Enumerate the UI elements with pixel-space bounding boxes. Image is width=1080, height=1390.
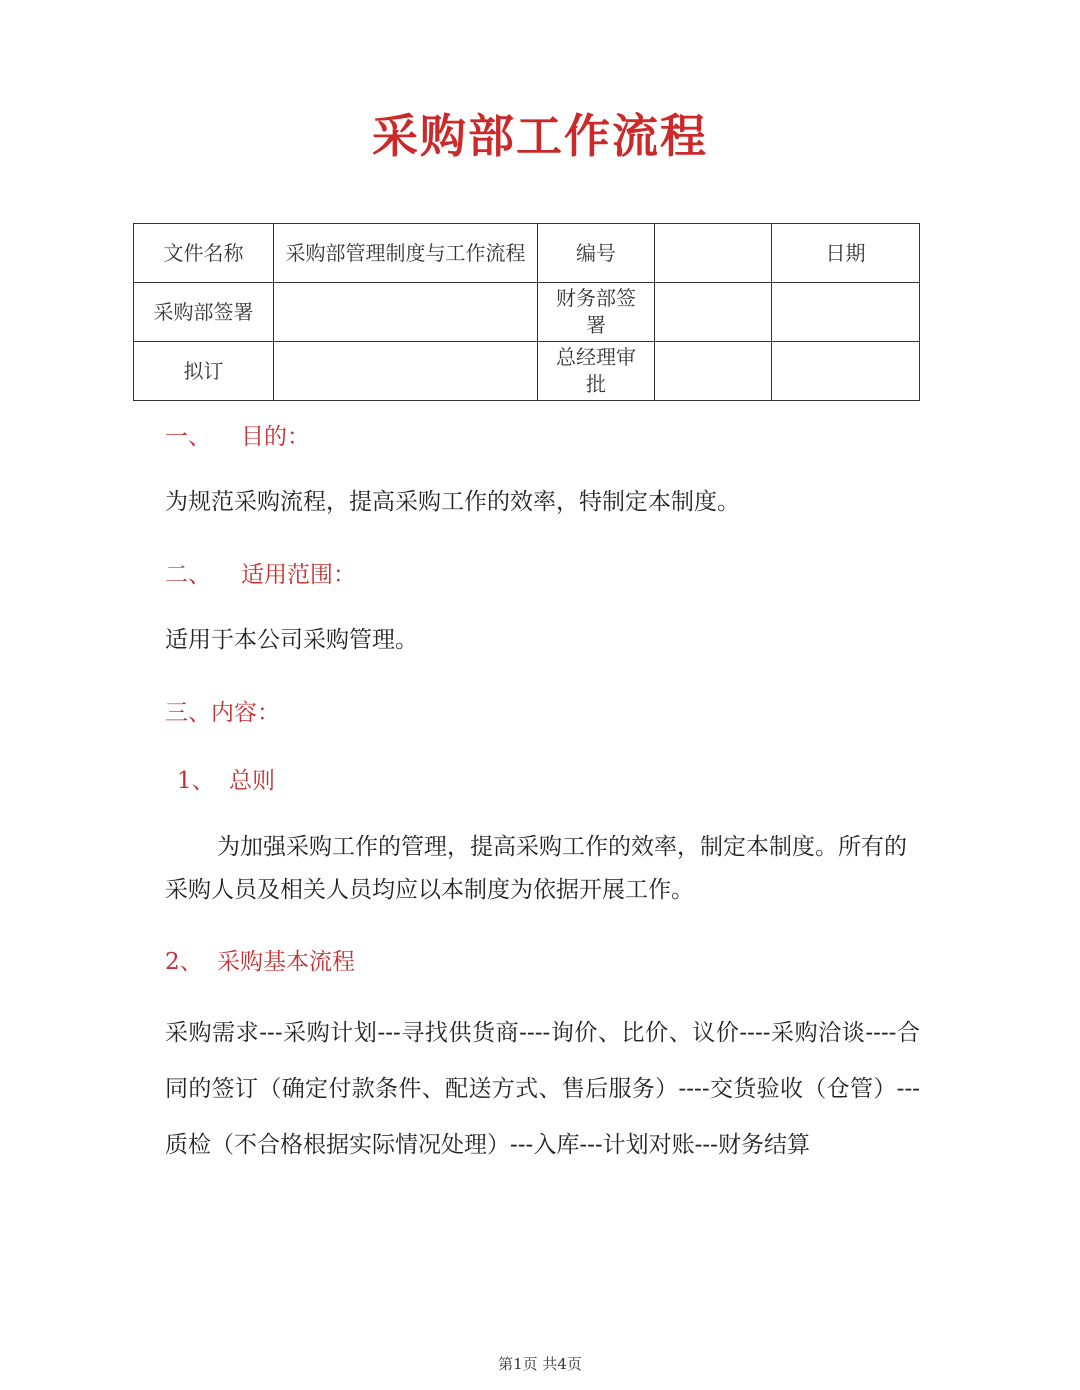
subsection-2-body: 采购需求---采购计划---寻找供货商----询价、比价、议价----采购洽谈----合同的签订（确定付款条件、配送方式、售后服务）----交货验收（仓管）---质检（不合格根据实际情况处理）---入库---计划对账---财务结算 xyxy=(165,1020,920,1158)
number-label: 编号 xyxy=(538,224,655,283)
subsection-1-number: 1、 xyxy=(177,768,215,794)
subsection-2-title: 采购基本流程 xyxy=(217,949,355,975)
table-row xyxy=(134,342,920,401)
subsection-1-title: 总则 xyxy=(229,768,275,794)
section-2-number: 二、 xyxy=(165,562,211,588)
section-1-number: 一、 xyxy=(165,424,211,450)
subsection-2-heading xyxy=(165,943,355,976)
gm-approval-label: 总经理审批 xyxy=(538,342,655,401)
draft-label: 拟订 xyxy=(134,342,274,401)
finance-sign-extra xyxy=(772,283,920,342)
purchasing-sign-label: 采购部签署 xyxy=(134,283,274,342)
page-footer: 第1页 共4页 xyxy=(498,1355,582,1373)
subsection-1-heading xyxy=(177,762,275,795)
section-2-heading xyxy=(165,556,356,589)
subsection-1-body: 为加强采购工作的管理，提高采购工作的效率，制定本制度。所有的采购人员及相关人员均应以本制度为依据开展工作。 xyxy=(165,834,907,903)
section-2-title: 适用范围： xyxy=(241,562,356,588)
draft-value xyxy=(274,342,538,401)
section-1-title: 目的： xyxy=(241,424,310,450)
table-row xyxy=(134,283,920,342)
date-label: 日期 xyxy=(772,224,920,283)
table-row xyxy=(134,224,920,283)
subsection-2-number: 2、 xyxy=(165,949,203,975)
section-1-heading xyxy=(165,418,310,451)
purchasing-sign-value xyxy=(274,283,538,342)
section-2-body: 适用于本公司采购管理。 xyxy=(165,627,418,653)
section-3-heading xyxy=(165,694,280,727)
finance-sign-label: 财务部签署 xyxy=(538,283,655,342)
file-name-value: 采购部管理制度与工作流程 xyxy=(274,224,538,283)
section-3-title: 三、内容： xyxy=(165,700,280,726)
gm-approval-extra xyxy=(772,342,920,401)
document-info-table xyxy=(133,223,920,401)
number-value xyxy=(655,224,772,283)
section-1-body: 为规范采购流程，提高采购工作的效率，特制定本制度。 xyxy=(165,489,740,515)
file-name-label: 文件名称 xyxy=(134,224,274,283)
gm-approval-value xyxy=(655,342,772,401)
finance-sign-value xyxy=(655,283,772,342)
document-title: 采购部工作流程 xyxy=(372,109,708,163)
